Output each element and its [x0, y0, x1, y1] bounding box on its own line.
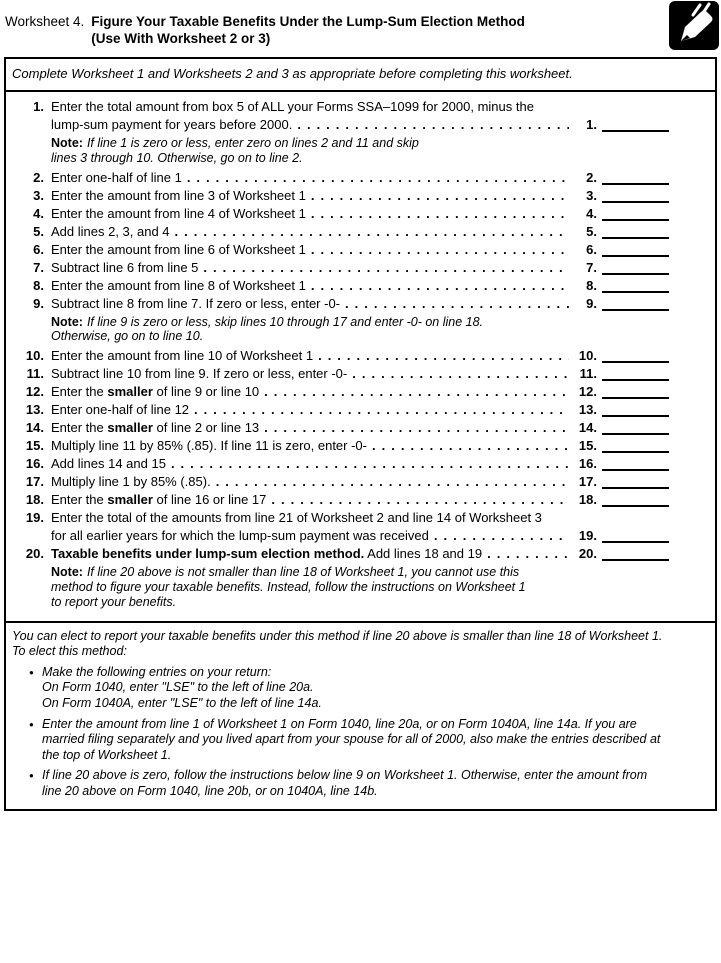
line-ref-number: 19. — [578, 528, 597, 544]
line-ref-number: 6. — [586, 241, 597, 257]
line-number: 6. — [33, 241, 44, 257]
dot-leader — [166, 455, 569, 473]
worksheet-frame — [4, 57, 717, 811]
worksheet-title — [91, 13, 525, 47]
line-label-last — [51, 259, 569, 277]
line-label-block — [51, 295, 569, 313]
line-label-last — [51, 241, 569, 259]
line-label-last — [51, 437, 569, 455]
line-label-last — [51, 277, 569, 295]
line-label-last — [51, 455, 569, 473]
line-label: Add lines 14 and 15 — [51, 456, 166, 472]
line-label: Enter the amount from line 4 of Worksheet 1 — [51, 205, 306, 221]
line-label-block — [51, 223, 569, 241]
line-label-block — [51, 383, 569, 401]
amount-entry-line[interactable] — [602, 527, 669, 543]
bullet-icon: ● — [29, 771, 34, 781]
line-label: Enter the amount from line 6 of Worksheet 1 — [51, 241, 306, 257]
bullet-text — [42, 717, 707, 764]
amount-entry-line[interactable] — [602, 259, 669, 275]
amount-entry-line[interactable] — [602, 419, 669, 435]
note-line: Otherwise, go on to line 10. — [51, 329, 204, 344]
line-ref-number: 12. — [578, 384, 597, 400]
line-number: 4. — [33, 205, 44, 221]
line-ref-number: 4. — [586, 205, 597, 221]
line-label: Subtract line 8 from line 7. If zero or less, enter -0- — [51, 295, 341, 311]
amount-entry-line[interactable] — [602, 545, 669, 561]
line-number: 8. — [33, 277, 44, 293]
line-number: 7. — [33, 259, 44, 275]
election-bullet — [12, 717, 707, 764]
note-line: lines 3 through 10. Otherwise, go on to line 2. — [51, 150, 303, 165]
dot-leader — [211, 473, 569, 491]
election-intro-line: You can elect to report your taxable benefits under this method if line 20 above is smaller than line 18 of Worksheet 1. — [12, 628, 663, 643]
line-label-block — [51, 491, 569, 509]
worksheet-line-item — [6, 509, 715, 545]
worksheet-line-item — [6, 437, 715, 455]
election-intro — [12, 629, 707, 660]
dot-leader — [340, 295, 569, 313]
bullet-line: Enter the amount from line 1 of Worksheet 1 on Form 1040, line 20a, or on Form 1040A, line 14a. If you are — [42, 716, 637, 731]
line-number: 3. — [33, 187, 44, 203]
line-ref-number: 3. — [586, 187, 597, 203]
dot-leader — [306, 187, 569, 205]
line-label-block — [51, 347, 569, 365]
line-label-last — [51, 401, 569, 419]
dot-leader — [266, 491, 569, 509]
line-ref-number: 17. — [578, 474, 597, 490]
line-ref-number: 13. — [578, 402, 597, 418]
amount-entry-line[interactable] — [602, 365, 669, 381]
line-label-last — [51, 223, 569, 241]
line-ref-number: 10. — [578, 348, 597, 364]
note — [51, 565, 715, 609]
line-label: Subtract line 10 from line 9. If zero or less, enter -0- — [51, 366, 348, 382]
line-number: 20. — [25, 546, 44, 562]
dot-leader — [259, 419, 569, 437]
line-label-last — [51, 187, 569, 205]
worksheet-line-item — [6, 347, 715, 365]
bullet-line: If line 20 above is zero, follow the instructions below line 9 on Worksheet 1. Otherwise, enter the amount from — [42, 768, 648, 783]
note-line: Note: If line 1 is zero or less, enter zero on lines 2 and 11 and skip — [51, 136, 419, 150]
amount-entry-line[interactable] — [602, 187, 669, 203]
amount-entry-line[interactable] — [602, 491, 669, 507]
worksheet-line-item — [6, 169, 715, 187]
line-ref-number: 11. — [579, 366, 597, 382]
line-label-block — [51, 419, 569, 437]
amount-entry-line[interactable] — [602, 241, 669, 257]
amount-entry-line[interactable] — [602, 169, 669, 185]
amount-entry-line[interactable] — [602, 277, 669, 293]
amount-entry-line[interactable] — [602, 116, 669, 132]
line-label-block — [51, 473, 569, 491]
line-label: Enter the amount from line 3 of Worksheet 1 — [51, 187, 306, 203]
election-instructions — [6, 623, 715, 809]
worksheet-line-item — [6, 223, 715, 241]
line-label-last — [51, 491, 569, 509]
line-ref-number: 7. — [586, 259, 597, 275]
election-bullet — [12, 665, 707, 712]
line-label-last — [51, 545, 569, 563]
amount-entry-line[interactable] — [602, 347, 669, 363]
election-bullets — [12, 665, 707, 800]
line-label: Enter the total of the amounts from line 21 of Worksheet 2 and line 14 of Worksheet 3 — [51, 510, 542, 526]
line-label-block — [51, 259, 569, 277]
dot-leader — [306, 277, 569, 295]
line-label-block — [51, 241, 569, 259]
note — [51, 315, 715, 345]
line-ref-number: 8. — [586, 277, 597, 293]
line-label-block — [51, 187, 569, 205]
worksheet-line-item — [6, 491, 715, 509]
dot-leader — [259, 383, 569, 401]
line-label-last — [51, 205, 569, 223]
worksheet-line-item — [6, 259, 715, 277]
line-ref-number: 5. — [586, 223, 597, 239]
line-ref-number: 2. — [586, 169, 597, 185]
line-label-last — [51, 383, 569, 401]
bullet-line: On Form 1040A, enter "LSE" to the left of line 14a. — [42, 695, 322, 710]
line-label-last — [51, 347, 569, 365]
line-label: Enter one-half of line 12 — [51, 402, 190, 418]
line-label-block — [51, 365, 569, 383]
line-ref-number: 18. — [578, 492, 597, 508]
line-label-last — [51, 116, 569, 134]
amount-entry-line[interactable] — [602, 455, 669, 471]
line-label-block — [51, 455, 569, 473]
note-label: Note: — [51, 314, 83, 329]
line-label: Enter the smaller of line 16 or line 17 — [51, 492, 267, 508]
worksheet-line-item — [6, 473, 715, 491]
dot-leader — [367, 437, 569, 455]
dot-leader — [182, 169, 569, 187]
bullet-line: line 20 above on Form 1040, line 20b, or on 1040A, line 14b. — [42, 783, 378, 798]
line-ref-number: 20. — [578, 546, 597, 562]
worksheet-line-item — [6, 205, 715, 223]
amount-entry-line[interactable] — [602, 223, 669, 239]
dot-leader — [429, 527, 569, 545]
line-label: Subtract line 6 from line 5 — [51, 259, 199, 275]
bullet-icon: ● — [29, 719, 34, 729]
line-number: 11. — [26, 366, 44, 382]
worksheet-body — [6, 92, 715, 623]
amount-entry-line[interactable] — [602, 473, 669, 489]
line-label: for all earlier years for which the lump-sum payment was received — [51, 528, 429, 544]
worksheet-line-item — [6, 419, 715, 437]
line-label-block — [51, 169, 569, 187]
line-label-block — [51, 205, 569, 223]
amount-entry-line[interactable] — [602, 401, 669, 417]
line-label-block — [51, 437, 569, 455]
amount-entry-line[interactable] — [602, 383, 669, 399]
amount-entry-line[interactable] — [602, 205, 669, 221]
pencil-icon — [669, 1, 719, 50]
note-line: method to figure your taxable benefits. Instead, follow the instructions on Worksheet 1 — [51, 579, 526, 594]
worksheet-line-item — [6, 277, 715, 295]
dot-leader — [482, 545, 569, 563]
line-number: 12. — [25, 384, 44, 400]
line-number: 15. — [25, 438, 44, 454]
worksheet-line-item — [6, 187, 715, 205]
line-label-last — [51, 365, 569, 383]
bullet-text — [42, 768, 707, 799]
line-number: 10. — [25, 348, 44, 364]
line-ref-number: 15. — [578, 438, 597, 454]
line-number: 13. — [25, 402, 44, 418]
line-number: 1. — [33, 99, 44, 114]
dot-leader — [313, 347, 569, 365]
line-number: 17. — [25, 474, 44, 490]
bullet-line: On Form 1040, enter "LSE" to the left of line 20a. — [42, 680, 314, 695]
line-label: lump-sum payment for years before 2000. — [51, 117, 293, 132]
intro-box — [6, 59, 715, 92]
line-label: Enter one-half of line 1 — [51, 169, 182, 185]
dot-leader — [292, 116, 569, 134]
intro-text: Complete Worksheet 1 and Worksheets 2 and 3 as appropriate before completing this worksheet. — [12, 66, 573, 81]
line-ref-number: 16. — [578, 456, 597, 472]
line-label: Enter the amount from line 8 of Worksheet 1 — [51, 277, 306, 293]
dot-leader — [170, 223, 569, 241]
note-label: Note: — [51, 136, 83, 150]
amount-entry-line[interactable] — [602, 295, 669, 311]
line-ref-number: 14. — [578, 420, 597, 436]
worksheet-line-item — [6, 383, 715, 401]
worksheet-title-line2: (Use With Worksheet 2 or 3) — [91, 31, 271, 46]
line-label: Enter the amount from line 10 of Worksheet 1 — [51, 348, 314, 364]
line-label: Taxable benefits under lump-sum election method. Add lines 18 and 19 — [51, 546, 483, 562]
line-label-last — [51, 419, 569, 437]
line-label-block — [51, 401, 569, 419]
bullet-line: the top of Worksheet 1. — [42, 747, 172, 762]
line-label-block — [51, 545, 569, 563]
note-line: to report your benefits. — [51, 594, 177, 609]
line-number: 2. — [33, 169, 44, 185]
line-number: 9. — [33, 295, 44, 311]
bullet-text — [42, 665, 707, 712]
line-ref-number: 9. — [586, 295, 597, 311]
worksheet-line-item — [6, 455, 715, 473]
worksheet-number-label: Worksheet 4. — [5, 14, 85, 29]
line-label: Multiply line 1 by 85% (.85). — [51, 474, 211, 490]
dot-leader — [306, 205, 569, 223]
worksheet-line-item — [6, 295, 715, 313]
bullet-line: married filing separately and you lived apart from your spouse for all of 2000, also make the entries described at — [42, 732, 661, 747]
dot-leader — [306, 241, 569, 259]
line-label: Enter the smaller of line 9 or line 10 — [51, 384, 260, 400]
line-label: Multiply line 11 by 85% (.85). If line 11 is zero, enter -0- — [51, 438, 367, 454]
line-label: Enter the smaller of line 2 or line 13 — [51, 420, 260, 436]
worksheet-line-item — [6, 545, 715, 563]
line-number: 18. — [25, 492, 44, 508]
worksheet-title-line1: Figure Your Taxable Benefits Under the Lump-Sum Election Method — [91, 14, 525, 29]
bullet-icon: ● — [29, 667, 34, 677]
election-bullet — [12, 768, 707, 799]
line-label: Add lines 2, 3, and 4 — [51, 223, 170, 239]
line-label-last — [51, 295, 569, 313]
worksheet-line-item — [6, 401, 715, 419]
note — [51, 136, 715, 166]
worksheet-header — [0, 0, 721, 57]
election-intro-line: To elect this method: — [12, 644, 127, 659]
note-label: Note: — [51, 565, 83, 580]
dot-leader — [189, 401, 569, 419]
bullet-line: Make the following entries on your return: — [42, 664, 272, 679]
line-label-last — [51, 169, 569, 187]
worksheet-line-item — [6, 98, 715, 134]
note-line: Note: If line 9 is zero or less, skip lines 10 through 17 and enter -0- on line 18. — [51, 314, 484, 329]
line-number: 19. — [25, 510, 44, 526]
dot-leader — [347, 365, 569, 383]
line-number: 16. — [25, 456, 44, 472]
worksheet-line-item — [6, 241, 715, 259]
worksheet-line-item — [6, 365, 715, 383]
line-number: 14. — [25, 420, 44, 436]
amount-entry-line[interactable] — [602, 437, 669, 453]
dot-leader — [198, 259, 569, 277]
line-number: 5. — [33, 223, 44, 239]
line-label-last — [51, 527, 569, 545]
line-label: Enter the total amount from box 5 of ALL your Forms SSA–1099 for 2000, minus the — [51, 99, 534, 114]
line-label-block — [51, 509, 569, 545]
note-line: Note: If line 20 above is not smaller than line 18 of Worksheet 1, you cannot use this — [51, 565, 520, 580]
line-label-last — [51, 473, 569, 491]
line-label-block — [51, 98, 569, 134]
line-ref-number: 1. — [586, 117, 597, 132]
line-label-block — [51, 277, 569, 295]
